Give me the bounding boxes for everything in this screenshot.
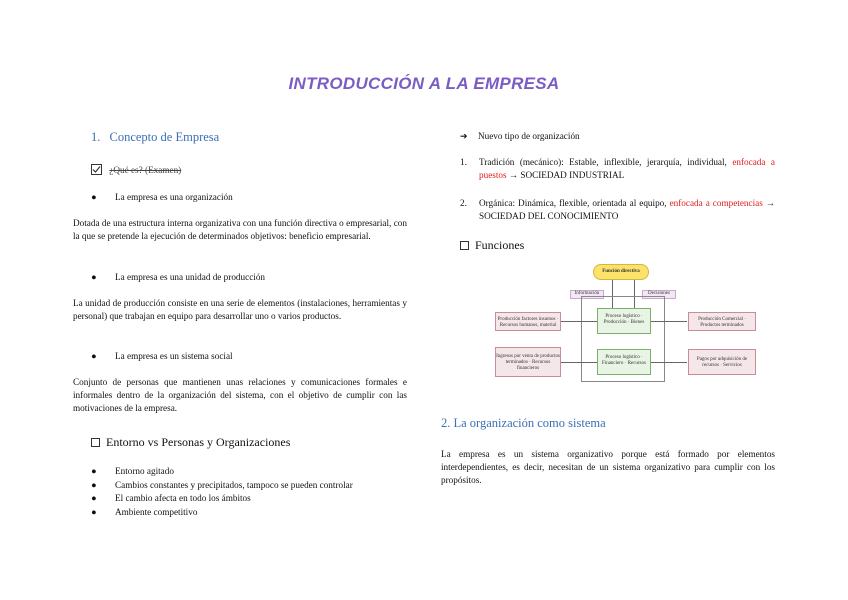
- list-item-text: Ambiente competitivo: [115, 506, 198, 517]
- arrow-right-icon: ➔: [460, 131, 468, 141]
- bullet-dot-icon: ●: [91, 466, 97, 476]
- bullet-dot-icon: ●: [91, 351, 97, 361]
- section-label: Concepto de Empresa: [109, 130, 220, 144]
- list-item: [91, 493, 353, 507]
- entorno-list: [91, 466, 353, 520]
- item-highlight: enfocada a puestos: [479, 157, 775, 180]
- list-item-text: Entorno agitado: [115, 466, 174, 476]
- list-item: [91, 507, 353, 521]
- paragraph-sistema: La empresa es un sistema organizativo porque está formado por elementos interdependientes, es decir, necesitan de un sistema organizativo para cumplir con los propósitos.: [441, 449, 775, 485]
- list-item: [91, 466, 353, 480]
- heading-entorno: [91, 435, 290, 450]
- list-item-text: El cambio afecta en todo los ámbitos: [115, 493, 251, 503]
- box-proceso-produccion: Proceso logístico · Producción · Bienes: [597, 308, 651, 334]
- bullet-text: La empresa es una unidad de producción: [115, 272, 266, 282]
- cloud-funcion-directiva: Función directiva: [593, 264, 649, 280]
- box-pagos: Pagos por adquisición de recursos · Servicios: [688, 349, 756, 375]
- item-highlight: enfocada a competencias: [669, 198, 763, 208]
- bullet-organizacion: [91, 192, 233, 202]
- arrow-item-text: Nuevo tipo de organización: [478, 131, 580, 141]
- item-text: Tradición (mecánico): Estable, inflexible, jerarquía, individual,: [479, 157, 733, 167]
- heading-text: Funciones: [475, 238, 525, 252]
- connector-line: [561, 362, 597, 363]
- item-tail: → SOCIEDAD INDUSTRIAL: [506, 170, 625, 180]
- item-text: Orgánica: Dinámica, flexible, orientada al equipo,: [479, 198, 670, 208]
- numbered-item-2: [460, 197, 775, 223]
- arrow-item: [460, 130, 580, 143]
- box-proceso-financiero: Proceso logístico · Financiero · Recursos: [597, 349, 651, 375]
- bullet-text: La empresa es una organización: [115, 192, 233, 202]
- section-heading-concepto: [91, 130, 219, 145]
- connector-line: [651, 321, 687, 322]
- item-number: 2.: [460, 198, 467, 208]
- checkbox-icon: [460, 241, 469, 250]
- box-insumos: Producción factores insumos · Recursos humanos, material: [495, 312, 561, 331]
- bullet-produccion: [91, 272, 265, 282]
- bullet-text: La empresa es un sistema social: [115, 351, 233, 361]
- bullet-dot-icon: ●: [91, 272, 97, 282]
- bullet-dot-icon: ●: [91, 506, 97, 517]
- page-title: INTRODUCCIÓN A LA EMPRESA: [288, 74, 560, 93]
- bullet-dot-icon: ●: [91, 493, 97, 503]
- paragraph-sistema-social: Conjunto de personas que mantienen unas relaciones y comunicaciones formales e informales dentro de la organización del sistema, con el objetivo de cumplir con las motivaciones de la empresa.: [73, 377, 407, 413]
- bullet-sistema-social: [91, 351, 233, 361]
- numbered-item-1: [460, 156, 775, 182]
- bullet-dot-icon: ●: [91, 479, 97, 490]
- item-number: 1.: [460, 157, 467, 167]
- label-decisiones: Decisiones: [642, 290, 676, 299]
- box-produccion-comercial: Producción Comercial · Productos terminados: [688, 312, 756, 331]
- checked-item-label: ¿Qué es? (Examen): [109, 165, 182, 175]
- checkbox-checked-icon: [91, 164, 102, 175]
- connector-line: [651, 362, 687, 363]
- label-informacion: Información: [570, 290, 604, 299]
- section-heading-sistema: 2. La organización como sistema: [441, 416, 606, 430]
- checked-item: [91, 164, 181, 177]
- heading-text: Entorno vs Personas y Organizaciones: [106, 435, 291, 449]
- paragraph-produccion: La unidad de producción consiste en una serie de elementos (instalaciones, herramientas y personal) que trabajan en equipo para desarrollar uno o varios productos.: [73, 298, 407, 321]
- connector-line: [561, 321, 597, 322]
- box-ingresos: Ingresos por venta de productos terminados · Recursos financieros: [495, 347, 561, 377]
- list-item-text: Cambios constantes y precipitados, tampoco se pueden controlar: [115, 479, 353, 490]
- section-number: 1.: [91, 130, 101, 144]
- paragraph-organizacion: Dotada de una estructura interna organizativa con una función directiva o empresarial, con la que se pretende la ejecución de determinados objetivos: beneficio empresarial.: [73, 218, 407, 241]
- heading-funciones: [460, 238, 524, 253]
- funciones-diagram: [488, 258, 778, 388]
- item-tail: → SOCIEDAD DEL CONOCIMIENTO: [479, 198, 775, 221]
- list-item: [91, 480, 353, 494]
- checkbox-icon: [91, 438, 100, 447]
- bullet-dot-icon: ●: [91, 192, 97, 202]
